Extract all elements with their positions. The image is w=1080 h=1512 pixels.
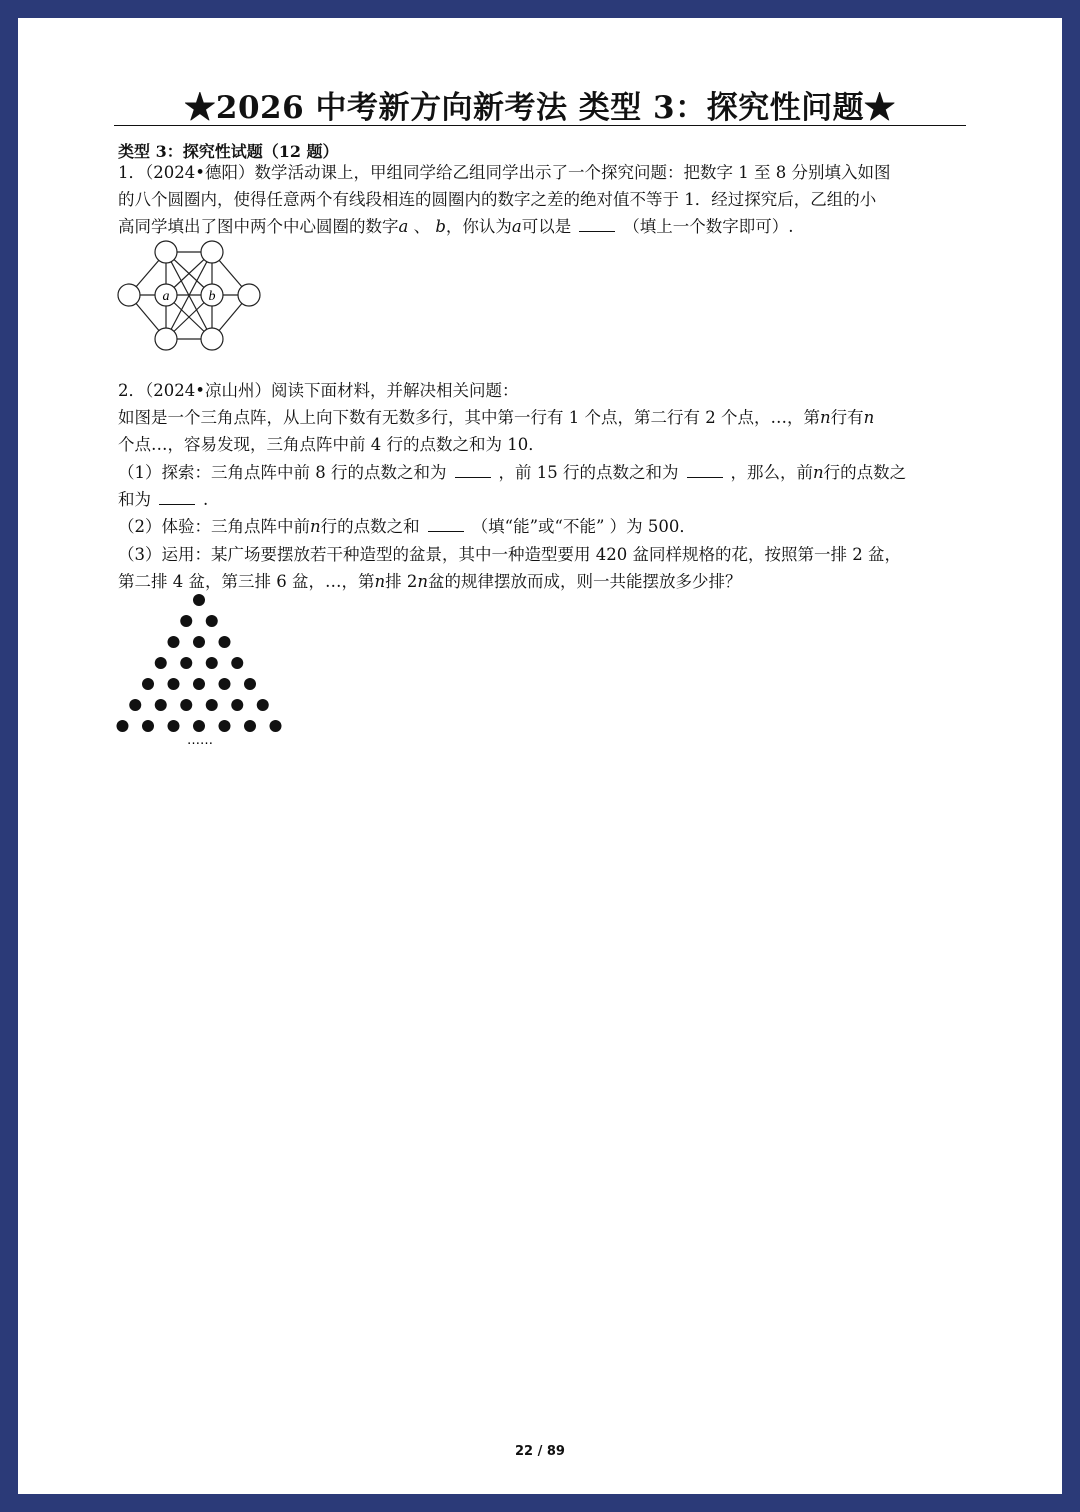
triangle-dot: [257, 699, 269, 711]
question-2-sub-3: （3）运用：某广场要摆放若干种造型的盆景，其中一种造型要用 420 盆同样规格的花，按照第一排 2 盆，: [118, 545, 901, 564]
triangle-dot: [193, 678, 205, 690]
triangle-dot: [206, 657, 218, 669]
triangle-dot: [117, 720, 129, 732]
question-2-intro: 2．（2024•凉山州）阅读下面材料，并解决相关问题：: [118, 381, 519, 400]
triangle-dot: [168, 678, 180, 690]
triangle-dot: [206, 615, 218, 627]
page-number: 22 / 89: [515, 1444, 565, 1459]
triangle-dot: [231, 699, 243, 711]
question-2-sub-3-cont: 第二排 4 盆，第三排 6 盆，…，第n排 2n盆的规律摆放而成，则一共能摆放多少排？: [118, 572, 742, 591]
question-2-sub-1-cont: 和为 .: [118, 490, 209, 509]
answer-blank[interactable]: [579, 217, 615, 232]
triangle-dot: [193, 636, 205, 648]
triangle-dot: [142, 678, 154, 690]
answer-blank[interactable]: [428, 517, 464, 532]
answer-blank[interactable]: [455, 463, 491, 478]
triangle-dot: [206, 699, 218, 711]
answer-blank[interactable]: [159, 490, 195, 505]
triangle-dot: [270, 720, 282, 732]
page-title: ★2026 中考新方向新考法 类型 3：探究性问题★: [184, 90, 896, 126]
triangle-dot: [219, 636, 231, 648]
question-1-line-2: 的八个圆圈内，使得任意两个有线段相连的圆圈内的数字之差的绝对值不等于 1．经过探究后，乙组的小: [118, 190, 877, 209]
triangle-dot: [180, 615, 192, 627]
question-2-para-2: 个点…，容易发现，三角点阵中前 4 行的点数之和为 10．: [118, 435, 545, 454]
label-a: a: [162, 289, 170, 304]
title-divider: [114, 125, 966, 126]
triangle-dot: [180, 657, 192, 669]
question-2-sub-1: （1）探索：三角点阵中前 8 行的点数之和为 ，前 15 行的点数之和为 ，那么，前n行的点数之: [118, 463, 907, 482]
triangle-dot: [142, 720, 154, 732]
question-2-sub-2: （2）体验：三角点阵中前n行的点数之和 （填“能”或“不能” ）为 500．: [118, 517, 696, 536]
question-1-line-3: 高同学填出了图中两个中心圆圈的数字a 、 b，你认为a可以是 （填上一个数字即可）.: [118, 217, 794, 236]
triangle-dot-figure: [110, 586, 300, 746]
triangle-dot: [193, 720, 205, 732]
triangle-dot: [168, 720, 180, 732]
triangle-dot: [155, 699, 167, 711]
dots-ellipsis: ……: [187, 733, 213, 746]
triangle-dot: [193, 594, 205, 606]
question-1-line-1: 1．（2024•德阳）数学活动课上，甲组同学给乙组同学出示了一个探究问题：把数字 1 至 8 分别填入如图: [118, 163, 891, 182]
section-title: 类型 3：探究性试题（12 题）: [118, 142, 339, 161]
triangle-dot: [219, 720, 231, 732]
triangle-dot: [231, 657, 243, 669]
answer-blank[interactable]: [687, 463, 723, 478]
document-page: [18, 18, 1062, 1494]
triangle-dot: [219, 678, 231, 690]
triangle-dot: [244, 720, 256, 732]
circle-graph-figure: [114, 234, 264, 356]
triangle-dot: [155, 657, 167, 669]
label-b: b: [208, 289, 216, 304]
triangle-dot: [168, 636, 180, 648]
question-2-para-1: 如图是一个三角点阵，从上向下数有无数多行，其中第一行有 1 个点，第二行有 2 个点，…，第n行有n: [118, 408, 875, 427]
triangle-dot: [180, 699, 192, 711]
triangle-dot: [244, 678, 256, 690]
triangle-dot: [129, 699, 141, 711]
